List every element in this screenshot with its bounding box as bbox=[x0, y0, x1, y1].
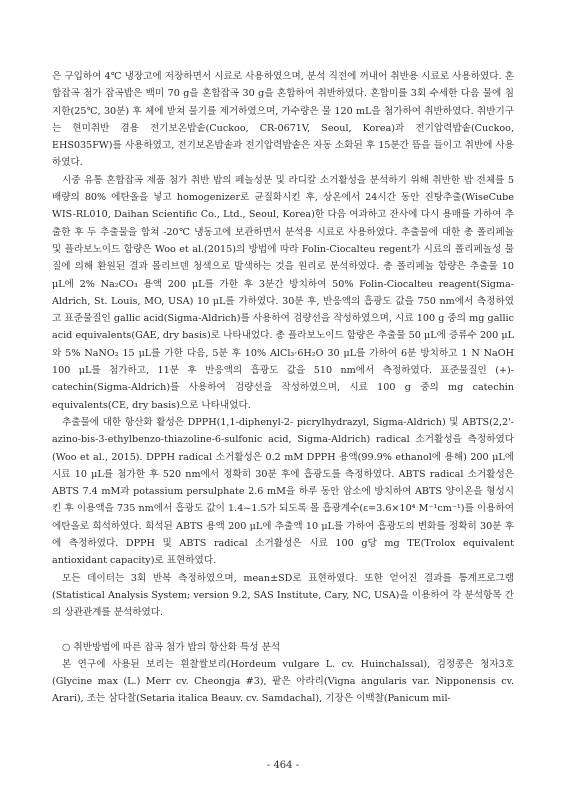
section-heading: ○ 취반방법에 따른 잡곡 첨가 밥의 항산화 특성 분석 bbox=[62, 641, 281, 653]
paragraph-antioxidant: 추출물에 대한 항산화 활성은 DPPH(1,1-diphenyl-2- picrylhydrazyl, Sigma-Aldrich) 및 ABTS(2,2'-azino-bis-3-ethylbenzo-thiazoline-6-sulfonic acid, Sigma-Aldrich) radical 소거활성을 측정하였다(Woo et al., 2015). DPPH radical 소거활성은 0.2 mM DPPH 용액(99.9% ethanol에 용해) 200 μL에 시료 10 μL를 첨가한 후 520 nm에서 정확히 30분 후에 흡광도를 측정하였다. ABTS radical 소거활성은 ABTS 7.4 mM과 potassium persulphate 2.6 mM을 하루 동안 암소에 방치하여 ABTS 양이온을 형성시킨 후 이용액을 735 nm에서 흡광도 값이 1.4~1.5가 되도록 몰 흡광계수(ε=3.6×10⁴ M⁻¹cm⁻¹)를 이용하여 에탄올로 희석하였다. 희석된 ABTS 용액 200 μL에 추출액 10 μL를 가하여 흡광도의 변화를 정확히 30분 후에 측정하였다. DPPH 및 ABTS radical 소거활성은 시료 100 g당 mg TE(Trolox equivalent antioxidant capacity)로 표현하였다. bbox=[52, 416, 514, 567]
section-spacer bbox=[52, 622, 514, 639]
page-number: - 464 - bbox=[266, 760, 300, 771]
paragraph-materials: 본 연구에 사용된 보리는 흰찰쌀보리(Hordeum vulgare L. cv. Huinchalssal), 검정콩은 청자3호(Glycine max (L.) Merr cv. Cheongja #3), 팥은 아라리(Vigna angularis var. Nipponensis cv. Arari), 조는 삼다찰(Setaria italica Beauv. cv. Samdachal), 기장은 이백찰(Panicum mil- bbox=[52, 658, 514, 705]
paragraph-statistics: 모든 데이터는 3회 반복 측정하였으며, mean±SD로 표현하였다. 또한 얻어진 결과를 통계프로그램(Statistical Analysis System; version 9.2, SAS Institute, Cary, NC, USA)을 이용하여 각 분석항목 간의 상관관계를 분석하였다. bbox=[52, 572, 514, 619]
paragraph-extraction: 시중 유통 혼합잡곡 제품 첨가 취반 밥의 페놀성분 및 라디칼 소거활성을 분석하기 위해 취반한 밥 전체를 5배량의 80% 에탄올을 넣고 homogenizer로 균질화시킨 후, 상온에서 24시간 동안 진탕추출(WiseCube WIS-RL010, Daihan Scientific Co., Ltd., Seoul, Korea)한 다음 여과하고 잔사에 다시 용매를 가하여 추출한 후 두 추출물을 합쳐 -20℃ 냉동고에 보관하면서 분석용 시료로 사용하였다. 추출물에 대한 총 폴리페놀 및 플라보노이드 함량은 Woo et al.(2015)의 방법에 따라 Folin-Ciocalteu regent가 시료의 폴리페놀성 물질에 의해 환원된 결과 몰리브덴 청색으로 발색하는 것을 원리로 분석하였다. 총 폴리페놀 함량은 추출물 10 μL에 2% Na₂CO₃ 용액 200 μL를 가한 후 3분간 방치하여 50% Folin-Ciocalteu reagent(Sigma-Aldrich, St. Louis, MO, USA) 10 μL를 가하였다. 30분 후, 반응액의 흡광도 값을 750 nm에서 측정하였고 표준물질인 gallic acid(Sigma-Aldrich)를 사용하여 검량선을 작성하였으며, 시료 100 g 중의 mg gallic acid equivalents(GAE, dry basis)로 나타내었다. 총 플라보노이드 함량은 추출물 50 μL에 증류수 200 μL와 5% NaNO₂ 15 μL를 가한 다음, 5분 후 10% AlCl₃·6H₂O 30 μL를 가하여 6분 방치하고 1 N NaOH 100 μL를 첨가하고, 11분 후 반응액의 흡광도 값을 510 nm에서 측정하였다. 표준물질인 (+)-catechin(Sigma-Aldrich)를 사용하여 검량선을 작성하였으며, 시료 100 g 중의 mg catechin equivalents(CE, dry basis)으로 나타내었다. bbox=[52, 174, 514, 411]
paragraph-storage: 은 구입하여 4℃ 냉장고에 저장하면서 시료로 사용하였으며, 분석 직전에 꺼내어 취반용 시료로 사용하였다. 혼합잡곡 첨가 잡곡밥은 백미 70 g을 혼합잡곡 30 g을 혼합하여 취반하였다. 혼합미를 3회 수세한 다음 물에 침지한(25℃, 30분) 후 체에 받쳐 물기를 제거하였으며, 가수량은 물 120 mL을 첨가하여 취반하였다. 취반기구는 현미취반 겸용 전기보온밥솥(Cuckoo, CR-0671V, Seoul, Korea)과 전기압력밥솥(Cuckoo, EHS035FW)를 사용하였고, 전기보온밥솥과 전기압력밥솥은 자동 소화된 후 15분간 뜸을 들이고 취반에 사용하였다. bbox=[52, 71, 514, 169]
document-body bbox=[52, 68, 514, 708]
